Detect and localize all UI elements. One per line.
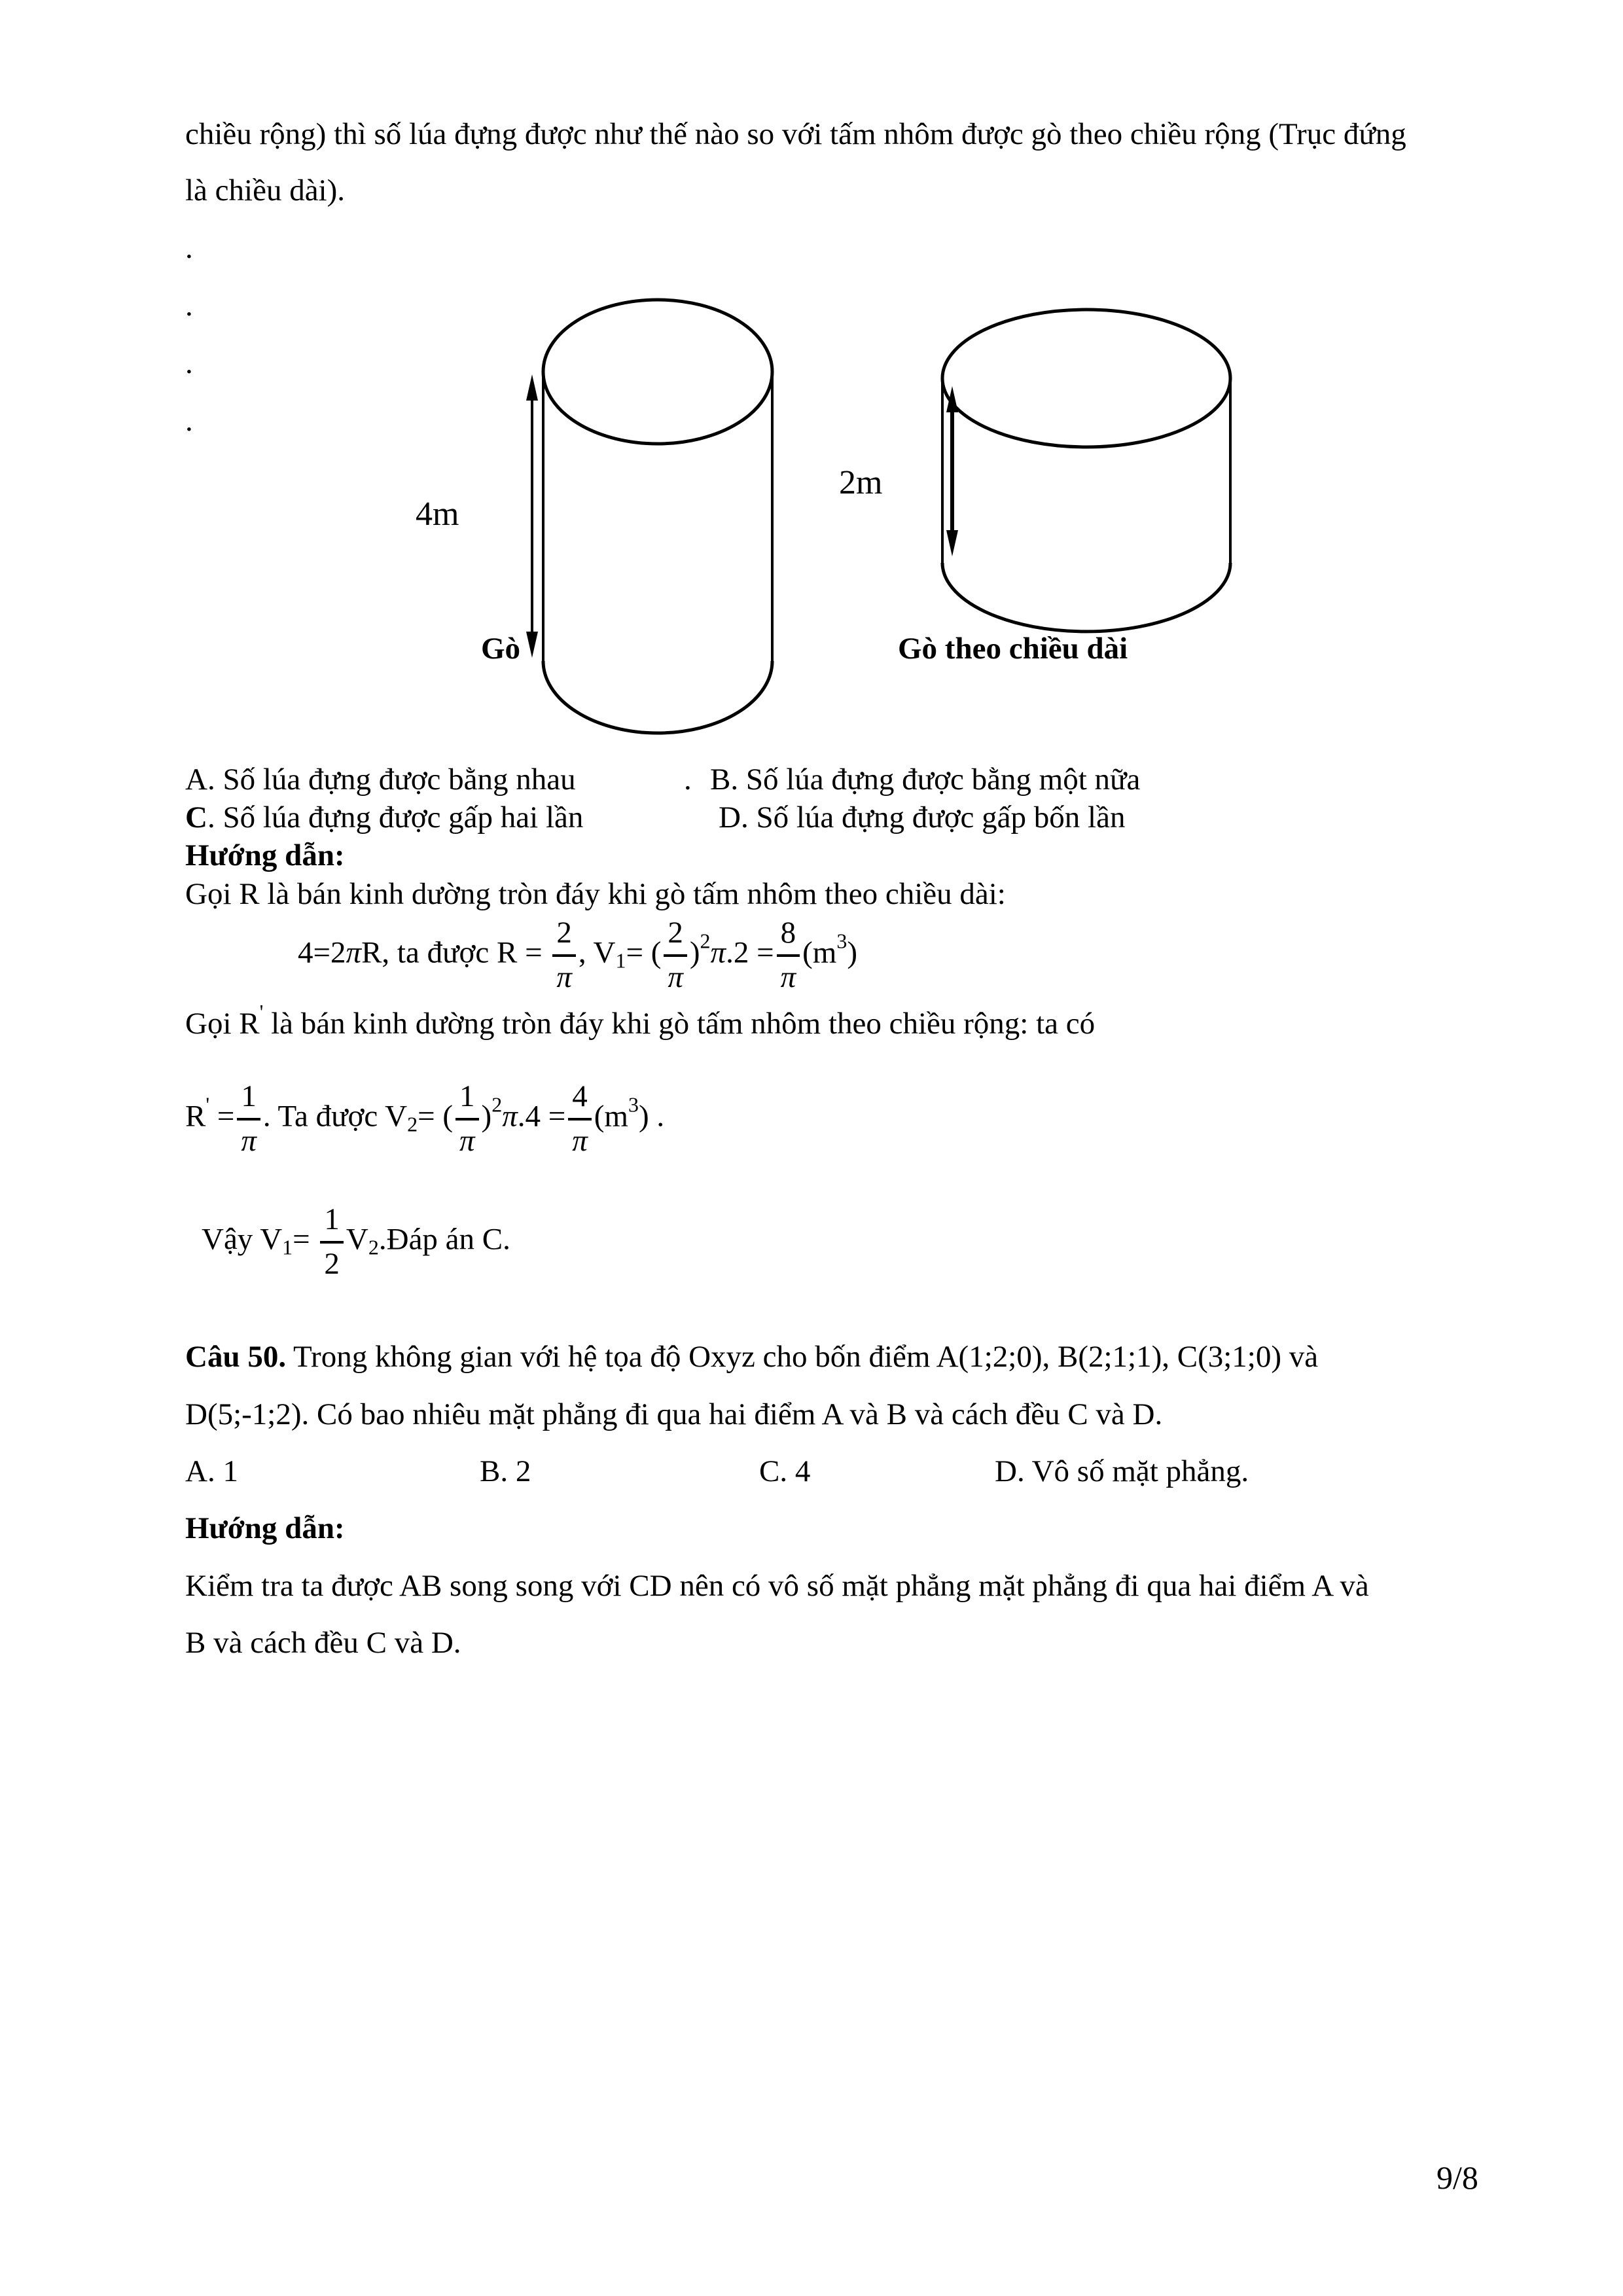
fraction-4-over-pi: $\frac{4}{\pi}$	[568, 1080, 592, 1158]
q50-option-d: D. Vô số mặt phẳng.	[995, 1454, 1249, 1488]
page-number: 9/8	[1436, 2159, 1478, 2196]
option-c: C. Số lúa đựng được gấp hai lần	[185, 800, 584, 834]
guide-heading-q50: Hướng dẫn:	[185, 1511, 345, 1545]
option-d: D. Số lúa đựng được gấp bốn lần	[719, 800, 1126, 834]
dot-3: .	[185, 346, 193, 380]
cylinders-diagram	[0, 0, 1623, 759]
question-50: Câu 50. Trong không gian với hệ tọa độ Oxyz cho bốn điểm A(1;2;0), B(2;1;1), C(3;1;0) và	[185, 1340, 1319, 1374]
option-c-letter: C	[185, 800, 207, 834]
equation-1: 4=2πR, ta được R = $\frac{2}{\pi}$ , $V_1=$ ( $\frac{2}{\pi}$ )$^2$π.2 = $\frac{8}{\pi}$ $(m^3)$	[298, 916, 857, 994]
q50-option-a: A. 1	[185, 1454, 238, 1488]
option-a-dot: .	[684, 762, 692, 797]
fraction-1-over-pi: $\frac{1}{\pi}$	[237, 1080, 260, 1158]
fraction-8-over-pi: $\frac{8}{\pi}$	[777, 916, 800, 994]
question-50-label: Câu 50.	[185, 1340, 287, 1374]
equation-2: R' = $\frac{1}{\pi}$ . Ta được $V_2=$ ( $\frac{1}{\pi}$ )$^2$π.4 = $\frac{4}{\pi}$ $(m^3)$ .	[185, 1079, 665, 1158]
dot-2: .	[185, 289, 193, 323]
guide-heading-q49: Hướng dẫn:	[185, 838, 345, 872]
short-cylinder	[942, 310, 1230, 632]
q50-option-b: B. 2	[480, 1454, 531, 1488]
height-arrow-4m	[526, 374, 538, 658]
fraction-2-over-pi: $\frac{2}{\pi}$	[552, 916, 576, 994]
guide-line-2: Gọi R' là bán kinh dường tròn đáy khi gò tấm nhôm theo chiều rộng: ta có	[185, 1000, 1096, 1041]
intro-line-1: chiều rộng) thì số lúa đựng được như thế nào so với tấm nhôm được gò theo chiều rộng (Trục đứng	[185, 117, 1406, 151]
option-a: A. Số lúa đựng được bằng nhau	[185, 762, 576, 797]
label-4m: 4m	[416, 495, 459, 533]
label-2m: 2m	[839, 464, 883, 501]
fraction-1-over-pi-b: $\frac{1}{\pi}$	[455, 1080, 479, 1158]
height-arrow-2m	[946, 386, 958, 556]
caption-go: Gò	[481, 632, 521, 666]
caption-go-theo-chieu-dai: Gò theo chiều dài	[898, 632, 1128, 666]
fraction-1-over-2: $\frac{1}{2}$	[320, 1203, 344, 1281]
dot-1: .	[185, 231, 193, 265]
question-50-line-2: D(5;-1;2). Có bao nhiêu mặt phẳng đi qua hai điểm A và B và cách đều C và D.	[185, 1397, 1163, 1431]
fraction-2-over-pi-b: $\frac{2}{\pi}$	[664, 916, 687, 994]
intro-line-2: là chiều dài).	[185, 173, 346, 207]
tall-cylinder	[543, 300, 772, 733]
q50-option-c: C. 4	[759, 1454, 811, 1488]
dot-4: .	[185, 404, 193, 438]
q50-guide-line-2: B và cách đều C và D.	[185, 1626, 461, 1660]
guide-line-1: Gọi R là bán kinh dường tròn đáy khi gò tấm nhôm theo chiều dài:	[185, 877, 1006, 911]
option-b: B. Số lúa đựng được bằng một nữa	[710, 762, 1141, 797]
equation-3: Vậy $V_1=$ $\frac{1}{2}$ $V_2.Đáp$ án C.	[202, 1202, 510, 1281]
q50-guide-line-1: Kiểm tra ta được AB song song với CD nên có vô số mặt phẳng mặt phẳng đi qua hai điểm A và	[185, 1569, 1369, 1603]
